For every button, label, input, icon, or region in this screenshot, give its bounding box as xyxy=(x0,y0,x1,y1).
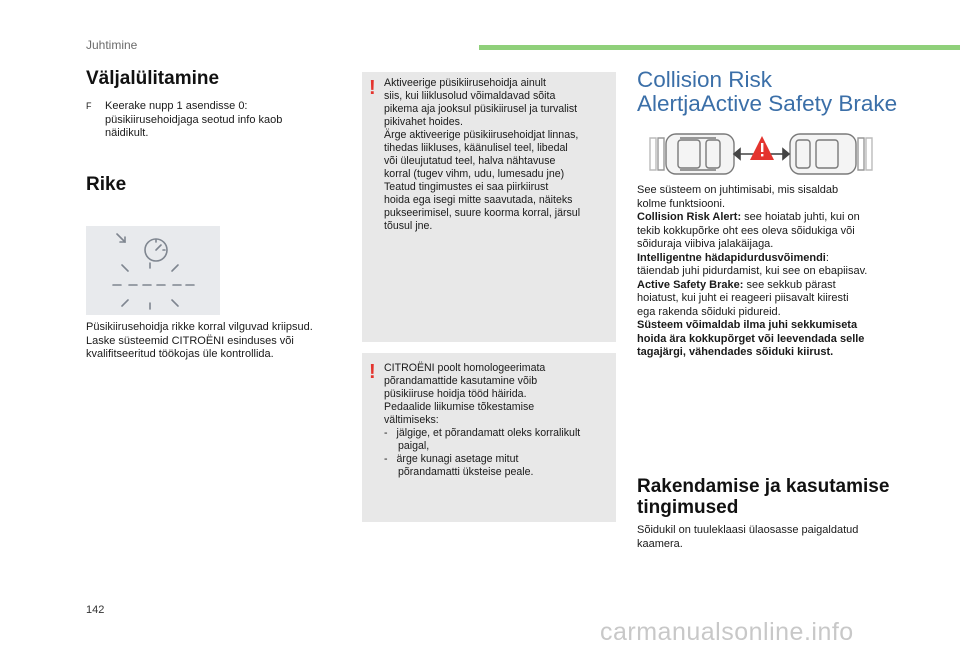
bullet-line: Keerake nupp 1 asendisse 0: xyxy=(105,100,248,112)
warning-box-activation xyxy=(362,72,616,342)
header-accent-bar xyxy=(479,45,960,50)
cruise-control-fault-icon xyxy=(86,226,220,315)
collision-risk-alert-label: Collision Risk Alert: xyxy=(637,211,742,223)
bullet-line: näidikult. xyxy=(105,127,149,139)
watermark: carmanualsonline.info xyxy=(600,618,854,646)
bullet-marker: F xyxy=(86,101,92,111)
title-collision-risk: Collision Risk AlertjaActive Safety Brake xyxy=(637,67,898,116)
camera-note: Sõidukil on tuuleklaasi ülaosasse paigaldatud kaamera. xyxy=(637,524,859,550)
warning-box-floor-mats xyxy=(362,353,616,522)
active-safety-brake-label: Active Safety Brake: xyxy=(637,278,744,291)
switch-off-instruction xyxy=(86,100,336,141)
fault-description: Püsikiirusehoidja rikke korral vilguvad kriipsud. Laske süsteemid CITROËNI esinduses või kvalifitseeritud töökojas üle kontrollida. xyxy=(86,321,313,360)
list-item: - jälgige, et põrandamatt oleks korralikult xyxy=(384,427,581,439)
warning-icon: ! xyxy=(369,361,376,383)
title-operating-conditions: Rakendamise ja kasutamise tingimused xyxy=(637,476,890,518)
bullet-line: püsikiirusehoidjaga seotud info kaob xyxy=(105,113,283,126)
title-fault: Rike xyxy=(86,174,127,195)
warning-text-floor-mats: CITROËNI poolt homologeerimata põrandamattide kasutamine võib püsikiiruse hoidja tööd häirida. Pedaalide liikumise tõkestamise vältimiseks: - jälgige, et põrandamatt oleks korralikult paigal, - ärge kunagi asetage mitut põrandamatti üksteise peale. xyxy=(384,362,610,479)
title-switch-off: Väljalülitamine xyxy=(86,68,220,89)
warning-text-activation: Aktiveerige püsikiirusehoidja ainult siis, kui liiklusolud võimaldavad sõita pikema aja jooksul püsikiirusel ja turvalist pikivahet hoides. Ärge aktiveerige püsikiirusehoidjat linnas, tihedas liikluses, käänulisel teel, libedal või üleujutatud teel, halva nähtavuse korral (tugev vihm, udu, lumesadu jne) Teatud tingimustes ei saa piirkiirust hoida ega isegi mitte saavutada, näiteks pukseerimisel, suure koorma korral, järsul tõusul jne. xyxy=(384,77,581,232)
list-item: - ärge kunagi asetage mitut xyxy=(384,453,519,465)
brake-assist-label: Intelligentne hädapidurdusvõimendi xyxy=(637,251,826,264)
section-label: Juhtimine xyxy=(86,38,138,52)
system-description: See süsteem on juhtimisabi, mis sisaldab kolme funktsiooni. Collision Risk Alert: see hoiatab juhti, kui on tekib kokkupõrke oht ees oleva sõidukiga või sõiduraja viibiva jalakäijaga. Intelligentne hädapidurdusvõimendi: täiendab juhi pidurdamist, kui see on ebapiisav. Active Safety Brake: see sekkub pärast hoiatust, kui juht ei reageeri piisavalt kiiresti ega rakenda sõiduki pidureid. Süsteem võimaldab ilma juhi sekkumiseta hoida ära kokkupõrget või leevendada selle tagajärgi, vähendades sõiduki kiirust. xyxy=(637,184,868,358)
cruise-control-fault-panel xyxy=(86,226,220,315)
collision-cars-icon xyxy=(640,130,890,178)
warning-icon: ! xyxy=(369,77,376,99)
page-number: 142 xyxy=(86,604,105,616)
